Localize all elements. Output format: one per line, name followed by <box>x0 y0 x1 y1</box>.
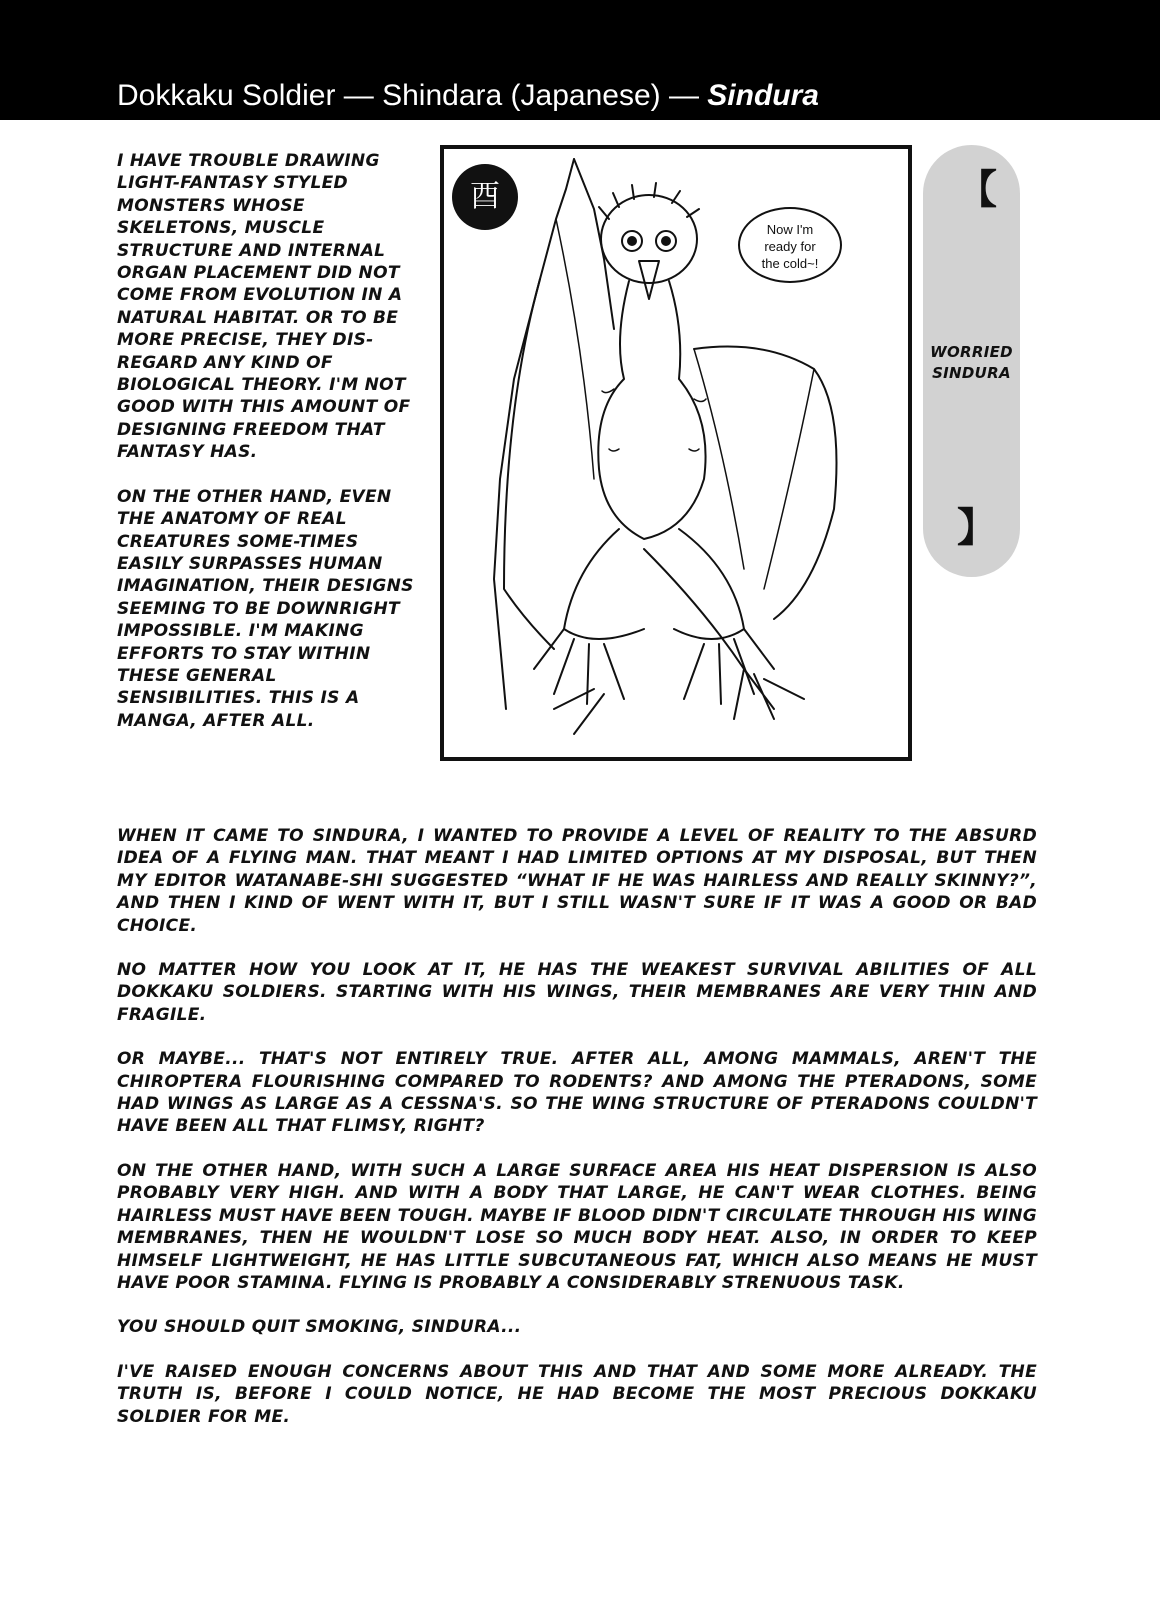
illustration-caption <box>923 342 1020 384</box>
bubble-line: Now I'm <box>766 222 814 237</box>
paragraph: YOU SHOULD QUIT SMOKING, SINDURA... <box>117 1317 522 1338</box>
page-title <box>117 78 819 114</box>
body-text <box>117 825 1037 1450</box>
page-header <box>0 0 1160 120</box>
caption-line: SINDURA <box>932 364 1011 382</box>
title-main: Dokkaku Soldier — Shindara (Japanese) — <box>117 79 708 112</box>
bubble-line: the cold~! <box>761 256 819 271</box>
bracket-close: 】 <box>957 505 997 551</box>
paragraph: NO MATTER HOW YOU LOOK AT IT, HE HAS THE WEAKEST SURVIVAL ABILITIES OF ALL DOKKAKU SOLDIERS. STARTING WITH HIS WINGS, THEIR MEMBRANES ARE VERY THIN AND FRAGILE. <box>117 960 1037 1025</box>
paragraph: ON THE OTHER HAND, EVEN THE ANATOMY OF REAL CREATURES SOME-TIMES EASILY SURPASSES HUMAN IMAGINATION, THEIR DESIGNS SEEMING TO BE DOWNRIGHT IMPOSSIBLE. I'M MAKING EFFORTS TO STAY WITHIN THESE GENERAL SENSIBILITIES. THIS IS A MANGA, AFTER ALL. <box>117 486 414 731</box>
left-column-text <box>117 150 422 754</box>
paragraph: I'VE RAISED ENOUGH CONCERNS ABOUT THIS AND THAT AND SOME MORE ALREADY. THE TRUTH IS, BEFORE I COULD NOTICE, HE HAD BECOME THE MOST PRECIOUS DOKKAKU SOLDIER FOR ME. <box>117 1361 1037 1427</box>
speech-bubble <box>738 207 842 283</box>
title-italic: Sindura <box>707 79 819 112</box>
paragraph: OR MAYBE... THAT'S NOT ENTIRELY TRUE. AFTER ALL, AMONG MAMMALS, AREN'T THE CHIROPTERA FLOURISHING COMPARED TO RODENTS? AND AMONG THE PTERADONS, SOME HAD WINGS AS LARGE AS A CESSNA'S. SO THE WING STRUCTURE OF PTERADONS COULDN'T HAVE BEEN ALL THAT FLIMSY, RIGHT? <box>117 1049 1037 1137</box>
paragraph: I HAVE TROUBLE DRAWING LIGHT-FANTASY STYLED MONSTERS WHOSE SKELETONS, MUSCLE STRUCTURE AND INTERNAL ORGAN PLACEMENT DID NOT COME FROM EVOLUTION IN A NATURAL HABITAT. OR TO BE MORE PRECISE, THEY DIS-REGARD ANY KIND OF BIOLOGICAL THEORY. I'M NOT GOOD WITH THIS AMOUNT OF DESIGNING FREEDOM THAT FANTASY HAS. <box>117 151 411 463</box>
bubble-line: ready for <box>764 239 816 254</box>
bracket-open: 【 <box>957 167 997 213</box>
paragraph: WHEN IT CAME TO SINDURA, I WANTED TO PROVIDE A LEVEL OF REALITY TO THE ABSURD IDEA OF A FLYING MAN. THAT MEANT I HAD LIMITED OPTIONS AT MY DISPOSAL, BUT THEN MY EDITOR WATANABE-SHI SUGGESTED “WHAT IF HE WAS HAIRLESS AND REALLY SKINNY?”, AND THEN I KIND OF WENT WITH IT, BUT I STILL WASN'T SURE IF IT WAS A GOOD OR BAD CHOICE. <box>117 826 1037 936</box>
paragraph: ON THE OTHER HAND, WITH SUCH A LARGE SURFACE AREA HIS HEAT DISPERSION IS ALSO PROBABLY VERY HIGH. AND WITH A BODY THAT LARGE, HE CAN'T WEAR CLOTHES. BEING HAIRLESS MUST HAVE BEEN TOUGH. MAYBE IF BLOOD DIDN'T CIRCULATE THROUGH HIS WING MEMBRANES, THEN HE WOULDN'T LOSE SO MUCH BODY HEAT. ALSO, IN ORDER TO KEEP HIMSELF LIGHTWEIGHT, HE HAS LITTLE SUBCUTANEOUS FAT, WHICH ALSO MEANS HE MUST HAVE POOR STAMINA. FLYING IS PROBABLY A CONSIDERABLY STRENUOUS TASK. <box>117 1160 1037 1293</box>
caption-line: WORRIED <box>930 343 1013 361</box>
zodiac-seal-icon: 酉 <box>452 164 518 230</box>
